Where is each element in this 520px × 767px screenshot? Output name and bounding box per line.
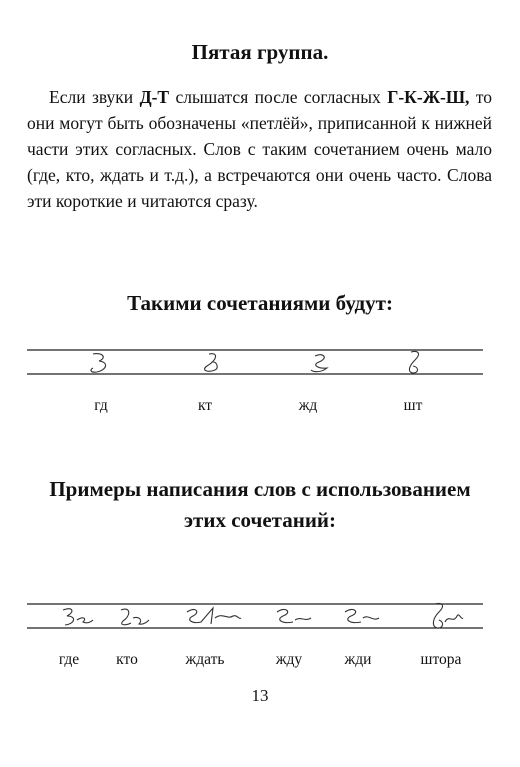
combination-labels: [0, 397, 520, 419]
page-title: Пятая группа.: [191, 40, 329, 64]
label-kto: кто: [116, 651, 138, 668]
example-word-labels: [0, 651, 520, 673]
shorthand-shtora-glyph: [433, 603, 463, 628]
shorthand-kto-glyph: [121, 609, 149, 625]
shorthand-zhdu-glyph: [277, 609, 311, 622]
combinations-shorthand-drawing: [27, 342, 483, 384]
combinations-writing-lines: [27, 342, 483, 384]
shorthand-gd-glyph: [91, 354, 106, 373]
para-bold-dt: Д-Т: [139, 87, 170, 107]
label-kt: кт: [197, 397, 213, 414]
para-text-1: Если звуки: [49, 87, 140, 107]
shorthand-gde-glyph: [63, 609, 93, 625]
label-zhdi: жди: [344, 651, 372, 668]
examples-writing-lines: [27, 594, 483, 636]
page-number: 13: [251, 686, 269, 705]
label-gd: гд: [94, 397, 108, 414]
para-text-2: слышатся после согласных: [169, 87, 388, 107]
para-text-3: то они могут быть обозначены «петлёй», приписанной к нижней части этих согласных. Слов с таким сочетанием очень мало (где, кто, ждать и т.д.), а встречаются они очень часто. Слова эти короткие и читаются сразу.: [27, 87, 492, 211]
label-gde: где: [58, 651, 80, 668]
para-bold-consonants: Г-К-Ж-Ш,: [387, 87, 470, 107]
shorthand-zhdat-glyph: [187, 608, 241, 624]
label-shtora: штора: [420, 651, 462, 668]
examples-heading-line1: Примеры написания слов с использованием: [49, 477, 471, 501]
shorthand-zhd-glyph: [311, 355, 327, 372]
examples-shorthand-drawing: [27, 594, 483, 636]
shorthand-sht-glyph: [409, 351, 418, 373]
intro-paragraph: [27, 84, 492, 214]
label-zhdat: ждать: [185, 651, 225, 668]
examples-heading-line2: этих сочетаний:: [183, 508, 337, 532]
shorthand-kt-glyph: [205, 354, 218, 372]
label-zhdu: жду: [275, 651, 303, 668]
combinations-heading: Такими сочетаниями будут:: [127, 291, 393, 315]
label-zhd: жд: [298, 397, 318, 414]
shorthand-zhdi-glyph: [345, 609, 379, 622]
label-sht: шт: [403, 397, 423, 414]
